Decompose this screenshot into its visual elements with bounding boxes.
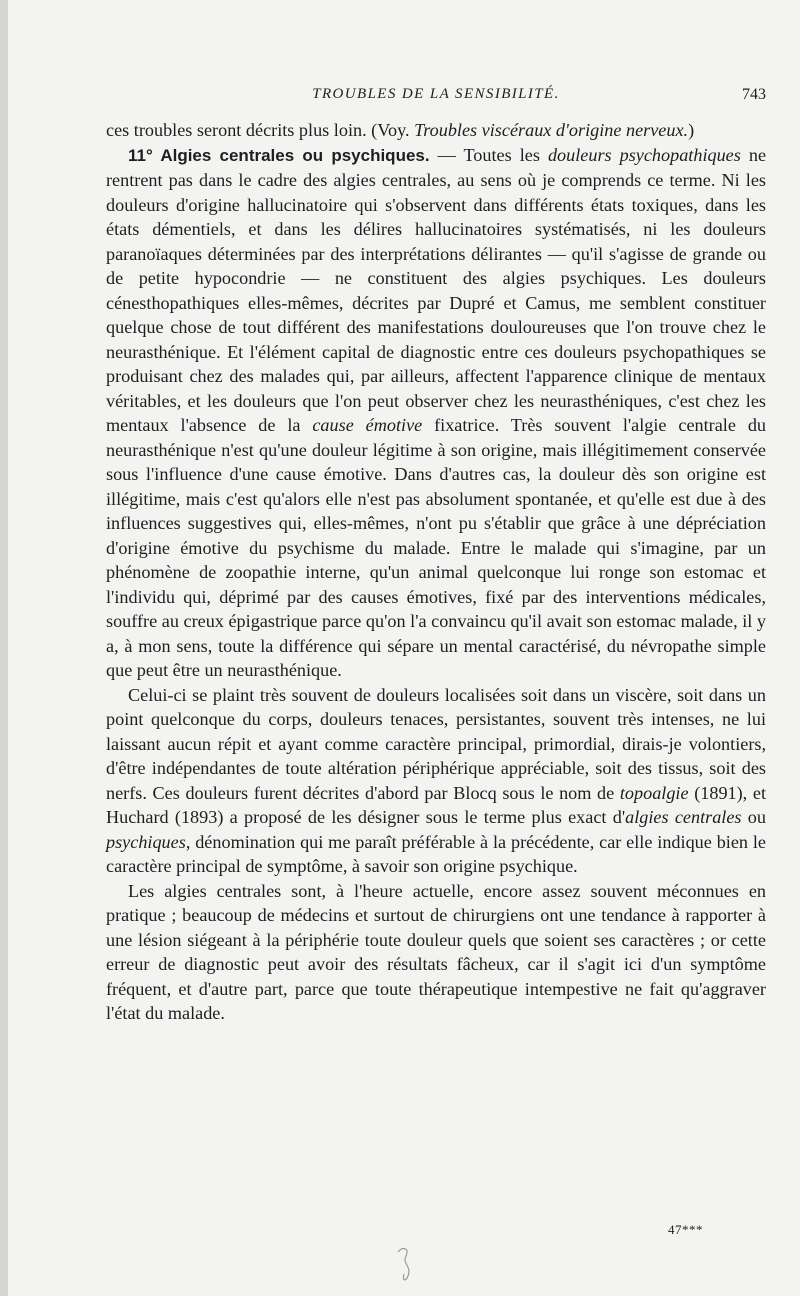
text-run: ) <box>688 120 695 140</box>
page-edge-shadow <box>0 0 8 1296</box>
printer-signature: 47*** <box>668 1222 703 1237</box>
section-heading: 11° Algies centrales ou psychiques. <box>128 145 430 165</box>
running-head <box>106 86 766 110</box>
text-run: — Toutes les <box>429 144 548 165</box>
text-run: ou <box>741 807 766 827</box>
body-text <box>106 118 766 1026</box>
paragraph <box>106 118 766 143</box>
italic-term: douleurs psychopathiques <box>547 144 741 165</box>
paragraph <box>106 143 766 683</box>
italic-term: psychiques <box>106 831 186 852</box>
text-run: ne rentrent pas dans le cadre des algies centrales, au sens où je comprends ce terme. Ni les douleurs d'origine hallucinatoire qui s'observent dans différents états toxiques, dans les états démentiels, et dans les délires hallucinatoires systématisés, ni les douleurs paranoïaques déterminées par des interprétations délirantes — qu'il s'agisse de grande ou de petite hypocondrie — ne constituent des algies psychiques. Les douleurs cénesthopathiques elles-mêmes, décrites par Dupré et Camus, me semblent constituer quelque chose de tout différent des manifestations douloureuses que l'on trouve chez le neurasthénique. Et l'élément capital de diagnostic entre ces douleurs psychopathiques se produisant chez des malades qui, par ailleurs, affectent l'apparence clinique de mentaux véritables, et les douleurs que l'on peut observer chez les neurasthéniques, c'est chez les mentaux l'absence de la <box>106 144 767 435</box>
running-title: TROUBLES DE LA SENSIBILITÉ. <box>312 86 560 102</box>
text-run: ces troubles seront décrits plus loin. (Voy. <box>106 120 415 140</box>
text-run: fixatrice. Très souvent l'algie centrale du neurasthénique n'est qu'une douleur légitime à son origine, mais illégitimement conservée sous l'influence d'une cause émotive. Dans d'autres cas, la douleur dès son origine est illégitime, mais c'est qu'alors elle n'est pas absolument spontanée, et qu'elle est due à des influences suggestives qui, elles-mêmes, n'ont pu s'établir que grâce à une dépréciation d'origine émotive du psychisme du malade. Entre le malade qui s'imagine, par un phénomène de zoopathie interne, qu'un animal quelconque lui ronge son estomac et l'individu qui, déprimé par des causes émotives, fixé par des interventions médicales, souffre au creux épigastrique parce qu'on l'a convaincu qu'il avait son estomac malade, il y a, à mon sens, toute la différence qui sépare un mental caractérisé, du névropathe simple que peut être un neurasthénique. <box>106 415 767 680</box>
paragraph <box>106 683 766 879</box>
paragraph <box>106 879 766 1026</box>
italic-term: Troubles viscéraux d'origine nerveux. <box>414 120 689 140</box>
italic-term: cause émotive <box>312 415 423 435</box>
page-number: 743 <box>742 86 766 103</box>
text-run: (1891), et Huchard (1893) a proposé de les désigner sous le terme plus exact d' <box>106 782 766 827</box>
text-run: Celui-ci se plaint très souvent de douleurs localisées soit dans un viscère, soit dans un point quelconque du corps, douleurs tenaces, persistantes, souvent très intenses, ne lui laissant aucun répit et ayant comme caractère principal, primordial, dirais-je volontiers, d'être indépendantes de toute altération périphérique appréciable, soit des tissus, soit des nerfs. Ces douleurs furent décrites d'abord par Blocq sous le nom de <box>106 684 766 803</box>
italic-term: topoalgie <box>619 782 689 803</box>
pencil-mark-icon <box>392 1244 418 1286</box>
text-run: , dénomination qui me paraît préférable à la précédente, car elle indique bien le caractère principal de symptôme, à savoir son origine psychique. <box>106 831 766 876</box>
italic-term: algies centrales <box>625 807 742 827</box>
text-run: Les algies centrales sont, à l'heure actuelle, encore assez souvent méconnues en pratique ; beaucoup de médecins et surtout de chirurgiens ont une tendance à rapporter à une lésion siégeant à la périphérie toute douleur quels que soient ses caractères ; or cette erreur de diagnostic peut avoir des résultats fâcheux, car il s'agit ici d'un symptôme fréquent, et d'autre part, parce que toute thérapeutique intempestive ne fait qu'aggraver l'état du malade. <box>106 880 766 1023</box>
